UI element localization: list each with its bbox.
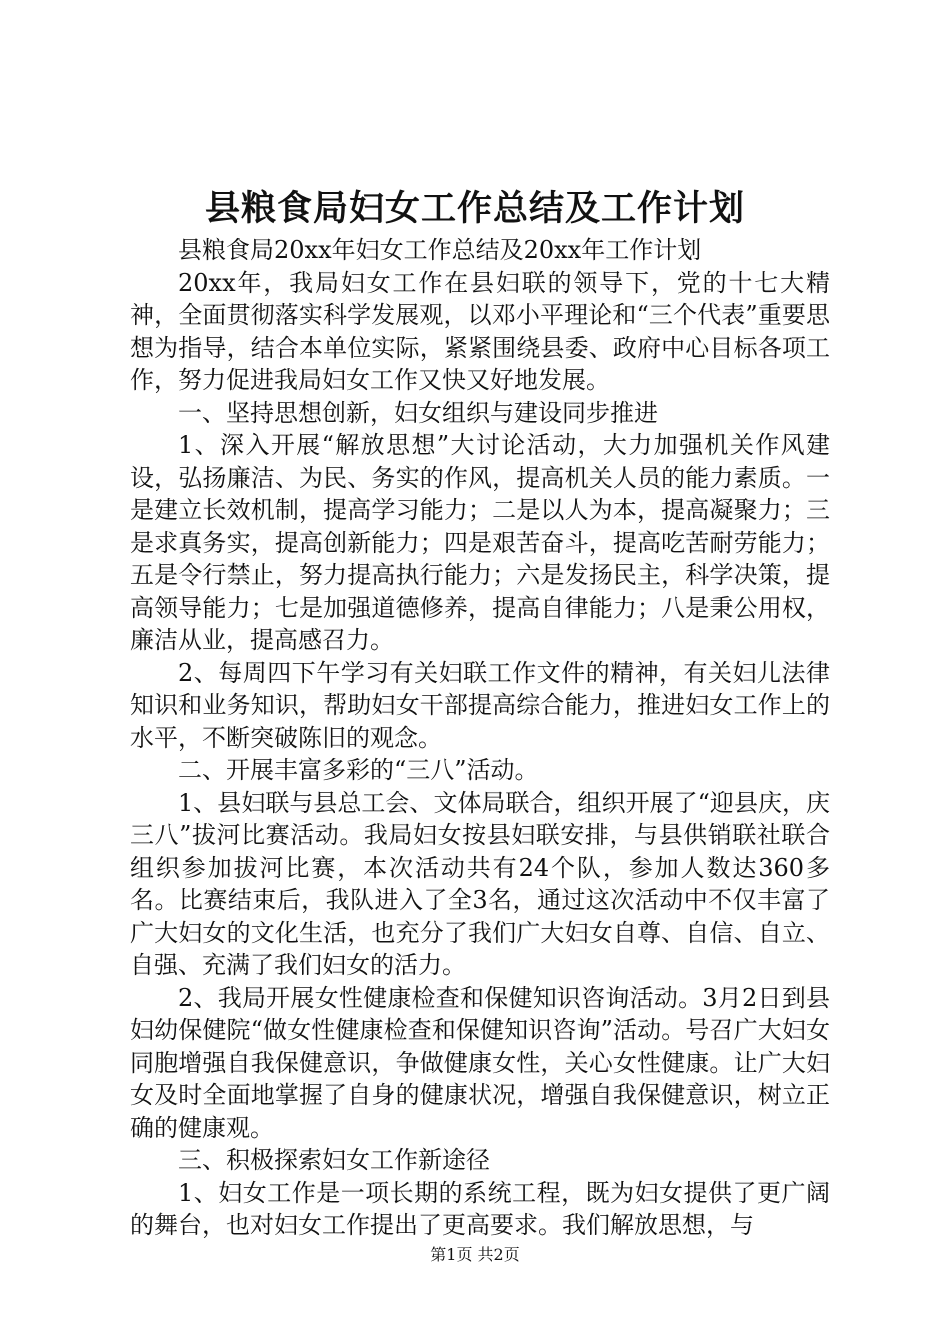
paragraph: 1、县妇联与县总工会、文体局联合，组织开展了“迎县庆，庆三八”拔河比赛活动。我局妇女按县妇联安排，与县供销联社联合组织参加拔河比赛，本次活动共有24个队，参加人数达360多名。比赛结束后，我队进入了全3名，通过这次活动中不仅丰富了广大妇女的文化生活，也充分了我们广大妇女自尊、自信、自立、自强、充满了我们妇女的活力。 [130,788,830,979]
document-title: 县粮食局妇女工作总结及工作计划 [204,188,745,229]
paragraph: 2、我局开展女性健康检查和保健知识咨询活动。3月2日到县妇幼保健院“做女性健康检查和保健知识咨询”活动。号召广大妇女同胞增强自我保健意识，争做健康女性，关心女性健康。让广大妇女及时全面地掌握了自身的健康状况，增强自我保健意识，树立正确的健康观。 [130,983,830,1142]
section-heading-2: 二、开展丰富多彩的“三八”活动。 [178,756,539,784]
paragraph-subtitle: 县粮食局20xx年妇女工作总结及20xx年工作计划 [178,236,702,264]
paragraph: 2、每周四下午学习有关妇联工作文件的精神，有关妇儿法律知识和业务知识，帮助妇女干部提高综合能力，推进妇女工作上的水平，不断突破陈旧的观念。 [130,658,830,752]
document-body [130,234,830,1242]
section-heading-1: 一、坚持思想创新，妇女组织与建设同步推进 [178,398,658,427]
section-heading-3: 三、积极探索妇女工作新途径 [178,1146,490,1174]
page-footer: 第1页 共2页 [430,1245,520,1264]
paragraph-intro: 20xx年，我局妇女工作在县妇联的领导下，党的十七大精神，全面贯彻落实科学发展观，以邓小平理论和“三个代表”重要思想为指导，结合本单位实际，紧紧围绕县委、政府中心目标各项工作，努力促进我局妇女工作又快又好地发展。 [130,268,830,394]
paragraph: 1、深入开展“解放思想”大讨论活动，大力加强机关作风建设，弘扬廉洁、为民、务实的作风，提高机关人员的能力素质。一是建立长效机制，提高学习能力；二是以人为本，提高凝聚力；三是求真务实，提高创新能力；四是艰苦奋斗，提高吃苦耐劳能力；五是令行禁止，努力提高执行能力；六是发扬民主，科学决策，提高领导能力；七是加强道德修养，提高自律能力；八是秉公用权，廉洁从业，提高感召力。 [130,431,830,654]
paragraph: 1、妇女工作是一项长期的系统工程，既为妇女提供了更广阔的舞台，也对妇女工作提出了更高要求。我们解放思想，与 [130,1178,830,1239]
